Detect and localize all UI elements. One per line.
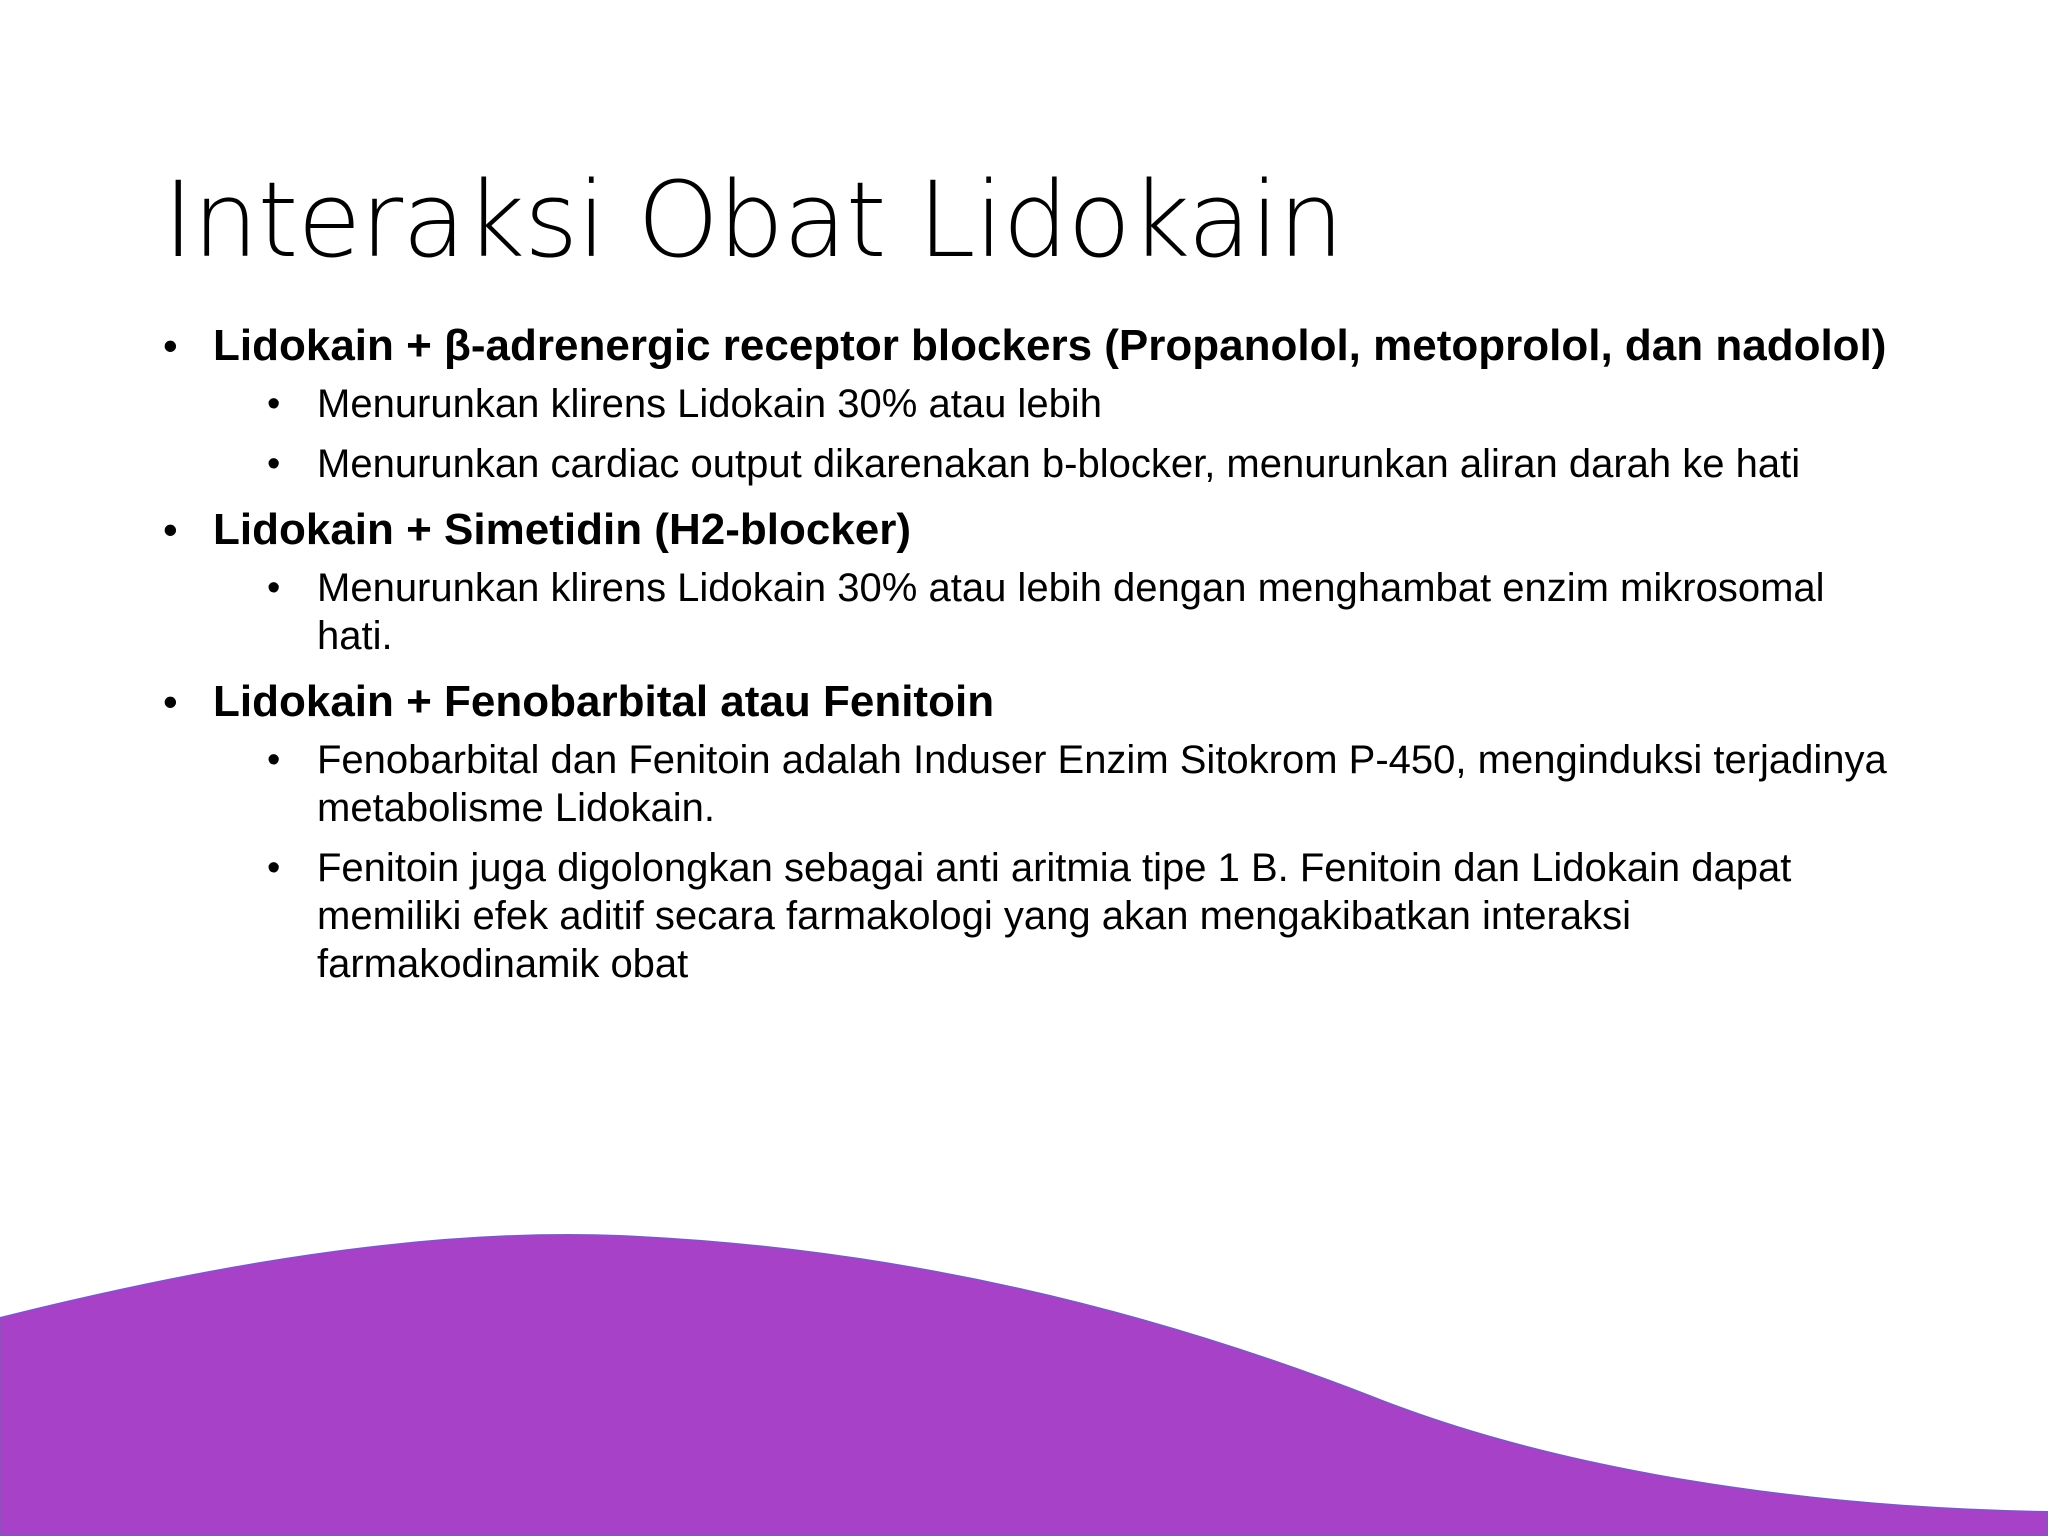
bullet-dot: • <box>267 739 281 781</box>
bullet-dot: • <box>163 322 178 369</box>
sub-bullet-text: Menurunkan klirens Lidokain 30% atau lebih dengan menghambat enzim mikrosomal hati. <box>317 566 1825 658</box>
sub-bullet <box>267 380 1903 428</box>
sub-bullet <box>267 844 1903 988</box>
sub-bullet-text: Fenobarbital dan Fenitoin adalah Induser Enzim Sitokrom P-450, menginduksi terjadinya metabolisme Lidokain. <box>317 738 1887 830</box>
bullet-heading <box>163 504 1903 556</box>
sub-list <box>267 564 1903 660</box>
sub-bullet-text: Fenitoin juga digolongkan sebagai anti aritmia tipe 1 B. Fenitoin dan Lidokain dapat memiliki efek aditif secara farmakologi yang akan mengakibatkan interaksi farmakodinamik obat <box>317 846 1792 986</box>
bullet-heading <box>163 676 1903 728</box>
heading-text: Lidokain + β-adrenergic receptor blockers (Propanolol, metoprolol, dan nadolol) <box>213 321 1887 370</box>
sub-bullet <box>267 736 1903 832</box>
bullet-dot: • <box>267 847 281 889</box>
slide-title: Interaksi Obat Lidokain <box>163 159 1344 281</box>
sub-bullet-text: Menurunkan klirens Lidokain 30% atau lebih <box>317 382 1102 426</box>
bullet-heading <box>163 320 1903 372</box>
wave-shape <box>0 1235 2048 1536</box>
heading-text: Lidokain + Fenobarbital atau Fenitoin <box>213 677 995 726</box>
sub-list <box>267 736 1903 988</box>
bullet-dot: • <box>163 678 178 725</box>
interaction-group-beta-blockers <box>163 320 1903 488</box>
slide-body <box>163 320 1903 1004</box>
bullet-dot: • <box>267 443 281 485</box>
bullet-dot: • <box>163 506 178 553</box>
sub-bullet <box>267 440 1903 488</box>
sub-bullet <box>267 564 1903 660</box>
bullet-dot: • <box>267 567 281 609</box>
heading-text: Lidokain + Simetidin (H2-blocker) <box>213 505 912 554</box>
interaction-group-fenobarbital <box>163 676 1903 988</box>
interaction-group-simetidin <box>163 504 1903 660</box>
sub-list <box>267 380 1903 488</box>
bullet-dot: • <box>267 383 281 425</box>
sub-bullet-text: Menurunkan cardiac output dikarenakan b-blocker, menurunkan aliran darah ke hati <box>317 442 1801 486</box>
